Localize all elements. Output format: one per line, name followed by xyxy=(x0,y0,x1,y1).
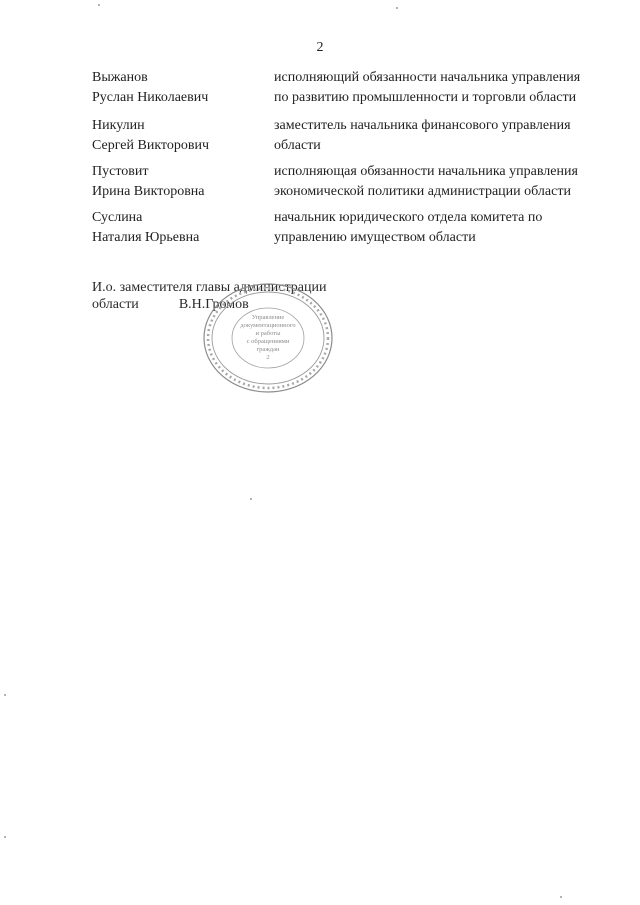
position-line: по развитию промышленности и торговли области xyxy=(274,90,577,105)
member-position xyxy=(274,116,630,156)
member-given-names: Руслан Николаевич xyxy=(92,90,209,105)
scan-speck xyxy=(98,4,100,6)
official-stamp xyxy=(198,279,338,397)
stamp-text: документационного xyxy=(240,322,296,329)
member-name xyxy=(92,208,272,248)
stamp-text: с обращениями xyxy=(246,338,290,345)
member-position xyxy=(274,208,630,248)
scan-speck xyxy=(396,7,398,9)
member-surname: Выжанов xyxy=(92,70,148,85)
member-surname: Пустовит xyxy=(92,164,149,179)
member-position xyxy=(274,68,630,108)
signatory-title-cont: области xyxy=(92,297,139,312)
scan-speck xyxy=(560,896,562,898)
position-line: исполняющий обязанности начальника управления xyxy=(274,70,581,85)
member-given-names: Наталия Юрьевна xyxy=(92,230,200,245)
position-line: начальник юридического отдела комитета по xyxy=(274,210,543,225)
member-surname: Никулин xyxy=(92,118,145,133)
member-name xyxy=(92,162,272,202)
member-name xyxy=(92,116,272,156)
member-surname: Суслина xyxy=(92,210,143,225)
stamp-text: и работы xyxy=(255,330,281,337)
signatory-title: И.о. заместителя главы администрации xyxy=(92,280,327,295)
stamp-text: граждан xyxy=(256,346,280,353)
position-line: заместитель начальника финансового управления xyxy=(274,118,571,133)
stamp-text: 2 xyxy=(266,354,270,361)
signatory-name: В.Н.Громов xyxy=(178,297,249,312)
stamp-text: Управление xyxy=(251,314,285,321)
position-line: экономической политики администрации области xyxy=(274,184,571,199)
scan-speck xyxy=(4,694,6,696)
scan-speck xyxy=(4,836,6,838)
position-line: области xyxy=(274,138,321,153)
position-line: исполняющая обязанности начальника управления xyxy=(274,164,578,179)
page-number: 2 xyxy=(316,40,324,55)
member-name xyxy=(92,68,272,108)
member-given-names: Сергей Викторович xyxy=(92,138,210,153)
member-position xyxy=(274,162,630,202)
member-given-names: Ирина Викторовна xyxy=(92,184,205,199)
scan-speck xyxy=(250,498,252,500)
position-line: управлению имуществом области xyxy=(274,230,476,245)
stamp-center-text xyxy=(240,314,295,361)
